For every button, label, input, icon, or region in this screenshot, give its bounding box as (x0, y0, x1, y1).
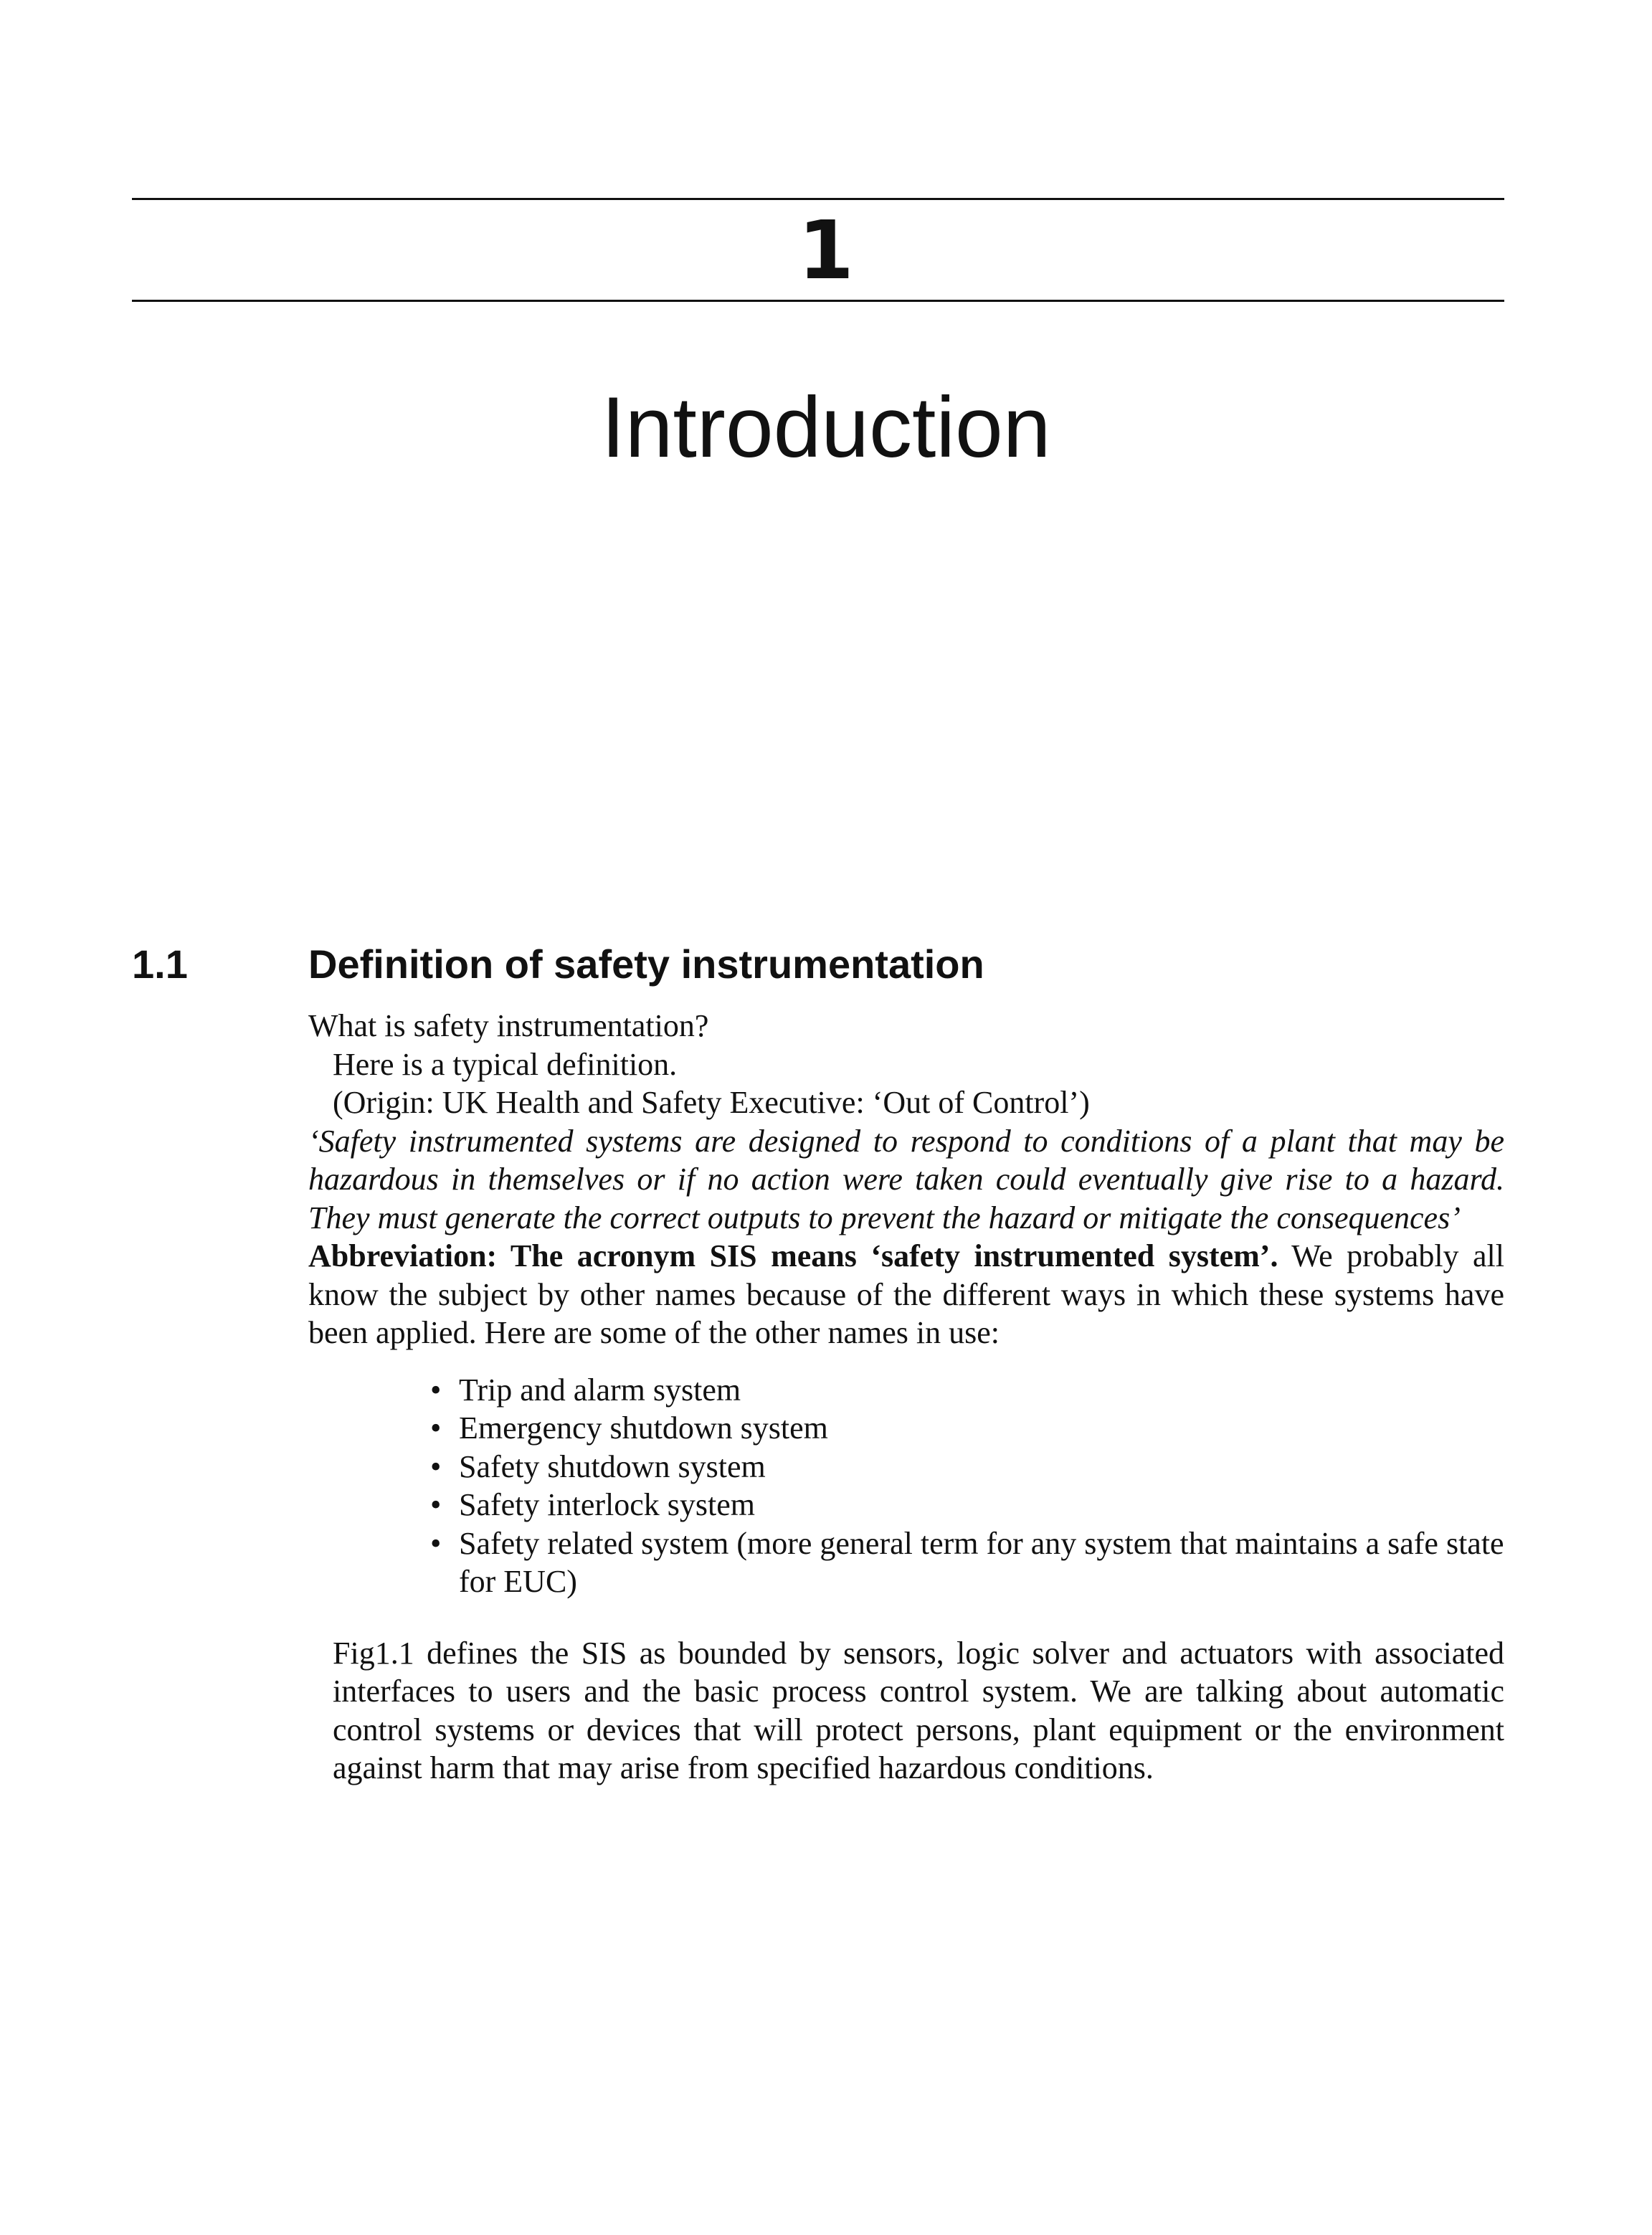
bullet-icon: • (430, 1487, 442, 1522)
list-item (430, 1524, 1504, 1601)
chapter-rule-top (132, 198, 1504, 200)
bullet-icon: • (430, 1448, 442, 1484)
list-item-text: Safety shutdown system (459, 1448, 766, 1484)
origin-line: (Origin: UK Health and Safety Executive: ‘Out of Control’) (333, 1085, 1090, 1120)
bullet-icon: • (430, 1372, 442, 1408)
list-item (430, 1448, 1504, 1486)
section-number: 1.1 (132, 941, 188, 987)
bullet-icon: • (430, 1525, 442, 1561)
list-item-text: Safety interlock system (459, 1487, 756, 1522)
bullet-icon: • (430, 1410, 442, 1446)
list-item (430, 1371, 1504, 1410)
question-line: What is safety instrumentation? (308, 1008, 709, 1043)
list-item-text: Emergency shutdown system (459, 1410, 828, 1446)
definition-intro-line: Here is a typical definition. (333, 1046, 678, 1082)
abbreviation-label: Abbreviation: The acronym SIS means ‘safety instrumented system’. (308, 1238, 1278, 1273)
closing-paragraph: Fig1.1 defines the SIS as bounded by sensors, logic solver and actuators with associated interfaces to users and the basic process control system. We are talking about automatic control systems or devices that will protect persons, plant equipment or the environment against harm that may arise from specified hazardous conditions. (333, 1635, 1504, 1785)
chapter-title: Introduction (601, 379, 1051, 475)
list-item-text: Trip and alarm system (459, 1372, 741, 1408)
list-item (430, 1486, 1504, 1524)
other-names-list (308, 1371, 1504, 1601)
list-item (430, 1409, 1504, 1448)
abbreviation-paragraph (308, 1237, 1504, 1352)
list-item-text: Safety related system (more general term for any system that maintains a safe state for EUC) (459, 1525, 1504, 1599)
abbreviation-text: We probably all know the subject by other names because of the different ways in which these systems have been applied. Here are some of the other names in use: (308, 1238, 1504, 1350)
chapter-number: 1 (798, 204, 854, 298)
section-body (308, 1007, 1504, 1788)
section-title: Definition of safety instrumentation (308, 941, 984, 987)
definition-quote: ‘Safety instrumented systems are designed to respond to conditions of a plant that may be hazardous in themselves or if no action were taken could eventually give rise to a hazard. They must generate the correct outputs to prevent the hazard or mitigate the consequences’ (308, 1123, 1504, 1235)
chapter-rule-bottom (132, 300, 1504, 302)
